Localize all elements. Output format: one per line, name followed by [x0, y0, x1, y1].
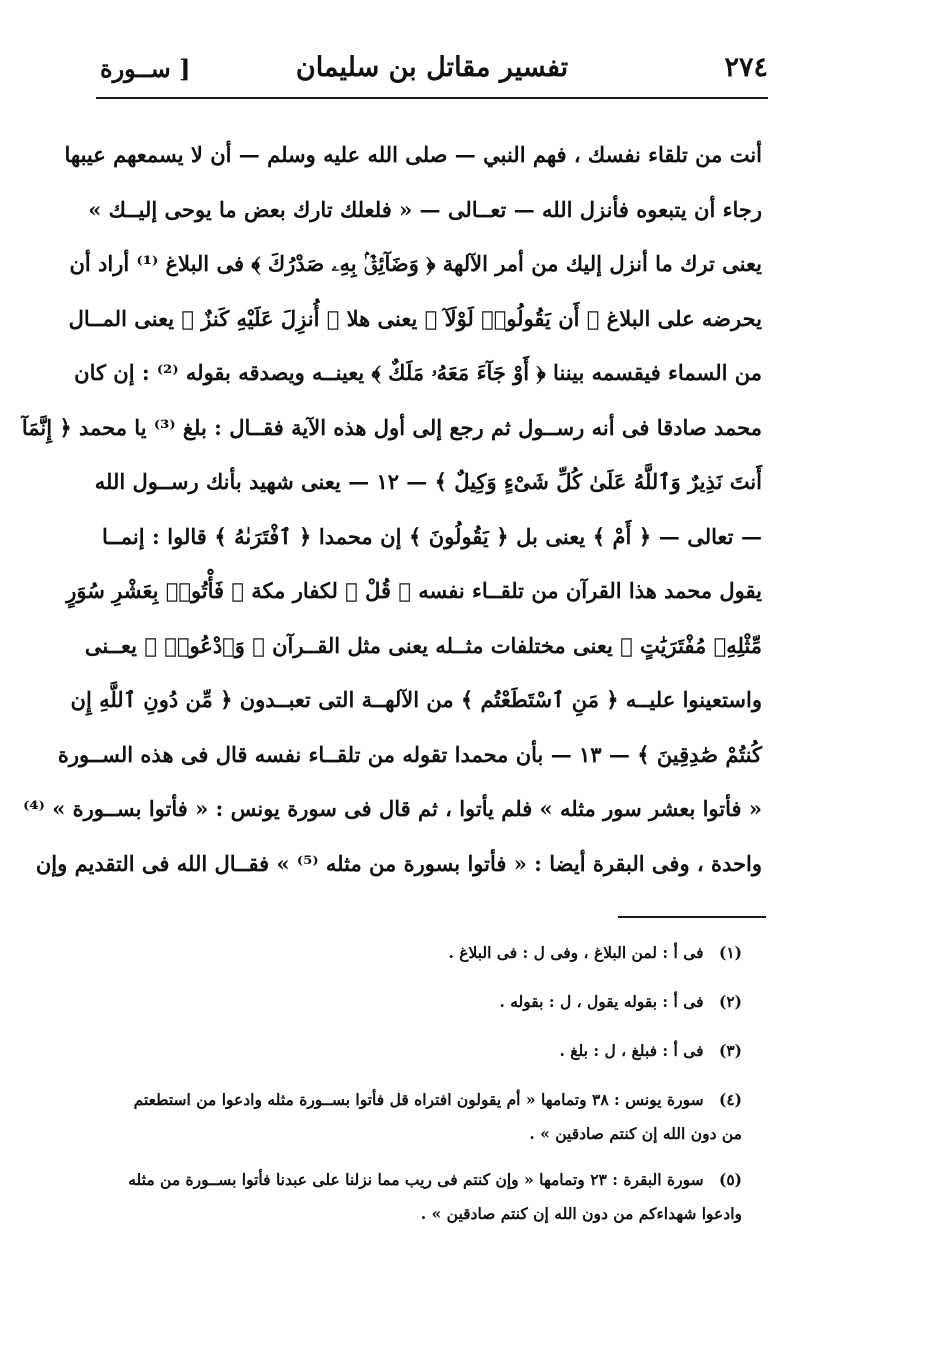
- text-line: من السماء فيقسمه بيننا ﴿ أَوْ جَآءَ مَعَهُۥ مَلَكٌ ﴾ يعينــه ويصدقه بقوله ⁽²⁾ : إن كان: [74, 360, 762, 385]
- footnote-text: سورة البقرة : ٢٣ وتمامها « وإن كنتم فى ريب مما نزلنا على عبدنا فأتوا بســورة من مثله: [128, 1170, 704, 1189]
- section-label: [ ســورة: [100, 54, 191, 83]
- text-line: مِّثْلِهِۦ مُفْتَرَيَٰتٍ ﴾ يعنى مختلفات مثــله يعنى مثل القــرآن ﴿ وَٱدْعُوا۟ ﴾ يعــنى: [84, 632, 762, 658]
- page-header: [96, 50, 768, 92]
- text-line: يحرضه على البلاغ ﴿ أَن يَقُولُوا۟ لَوْلَآ ﴾ يعنى هلا ﴿ أُنزِلَ عَلَيْهِ كَنزٌ ﴾ يعنى المــال: [68, 305, 762, 331]
- text-line: رجاء أن يتبعوه فأنزل الله — تعــالى — « فلعلك تارك بعض ما يوحى إليــك »: [88, 196, 762, 222]
- text-line: أنت من تلقاء نفسك ، فهم النبي — صلى الله عليه وسلم — أن لا يسمعهم عيبها: [64, 142, 762, 167]
- footnote-5: [110, 1163, 742, 1197]
- text-line: محمد صادقا فى أنه رســول ثم رجع إلى أول هذه الآية فقــال : بلغ ⁽³⁾ يا محمد ﴿ إِنَّمَآ: [21, 414, 762, 440]
- footnote-text: فى أ : لمن البلاغ ، وفى ل : فى البلاغ .: [448, 943, 704, 962]
- footnote-3: [110, 1034, 742, 1068]
- footnote-text: فى أ : بقوله يقول ، ل : بقوله .: [499, 992, 704, 1011]
- footnote-text: فى أ : فبلغ ، ل : بلغ .: [559, 1041, 704, 1060]
- footnote-4-continuation: من دون الله إن كنتم صادقين » .: [529, 1124, 742, 1143]
- footnote-1: [110, 936, 742, 970]
- footnote-number: (٣): [718, 1041, 742, 1060]
- footnote-number: (٤): [718, 1090, 742, 1109]
- footnotes: [110, 936, 742, 1231]
- footnote-5-continuation: وادعوا شهداءكم من دون الله إن كنتم صادقين » .: [420, 1204, 742, 1223]
- running-title: تفسير مقاتل بن سليمان: [295, 52, 569, 83]
- text-line: يقول محمد هذا القرآن من تلقــاء نفسه ﴿ قُلْ ﴾ لكفار مكة ﴿ فَأْتُوا۟ بِعَشْرِ سُوَرٍ: [66, 578, 762, 603]
- footnote-number: (٥): [718, 1170, 742, 1189]
- text-line: واستعينوا عليــه ﴿ مَنِ ٱسْتَطَعْتُم ﴾ من الآلهــة التى تعبــدون ﴿ مِّن دُونِ ٱللَّهِ إِن: [70, 687, 762, 712]
- text-line: « فأتوا بعشر سور مثله » فلم يأتوا ، ثم قال فى سورة يونس : « فأتوا بســورة » ⁽⁴⁾: [23, 796, 762, 821]
- footnote-divider: [618, 916, 766, 918]
- footnote-2: [110, 985, 742, 1019]
- footnote-4: [110, 1083, 742, 1117]
- footnote-text: سورة يونس : ٣٨ وتمامها « أم يقولون افتراه قل فأتوا بســورة مثله وادعوا من استطعتم: [133, 1090, 704, 1109]
- footnote-number: (٢): [718, 992, 742, 1011]
- text-line: — تعالى — ﴿ أَمْ ﴾ يعنى بل ﴿ يَقُولُونَ ﴾ إن محمدا ﴿ ٱفْتَرَىٰهُ ﴾ قالوا : إنمــا: [102, 523, 762, 549]
- text-line: أَنتَ نَذِيرٌ وَٱللَّهُ عَلَىٰ كُلِّ شَىْءٍ وَكِيلٌ ﴾ — ١٢ — يعنى شهيد بأنك رســول الله: [94, 469, 762, 494]
- text-line: واحدة ، وفى البقرة أيضا : « فأتوا بسورة من مثله ⁽⁵⁾ » فقــال الله فى التقديم وإن: [35, 850, 762, 876]
- header-divider: [96, 97, 768, 99]
- page-number: ٢٧٤: [724, 52, 768, 83]
- footnote-number: (١): [718, 943, 742, 962]
- text-line: يعنى ترك ما أنزل إليك من أمر الآلهة ﴿ وَضَآئِقٌۢ بِهِۦ صَدْرُكَ ﴾ فى البلاغ ⁽¹⁾ أراد أن: [69, 251, 762, 276]
- text-line: كُنتُمْ صَٰدِقِينَ ﴾ — ١٣ — بأن محمدا تقوله من تلقــاء نفسه قال فى هذه الســورة: [57, 741, 762, 767]
- body-text: [21, 128, 762, 891]
